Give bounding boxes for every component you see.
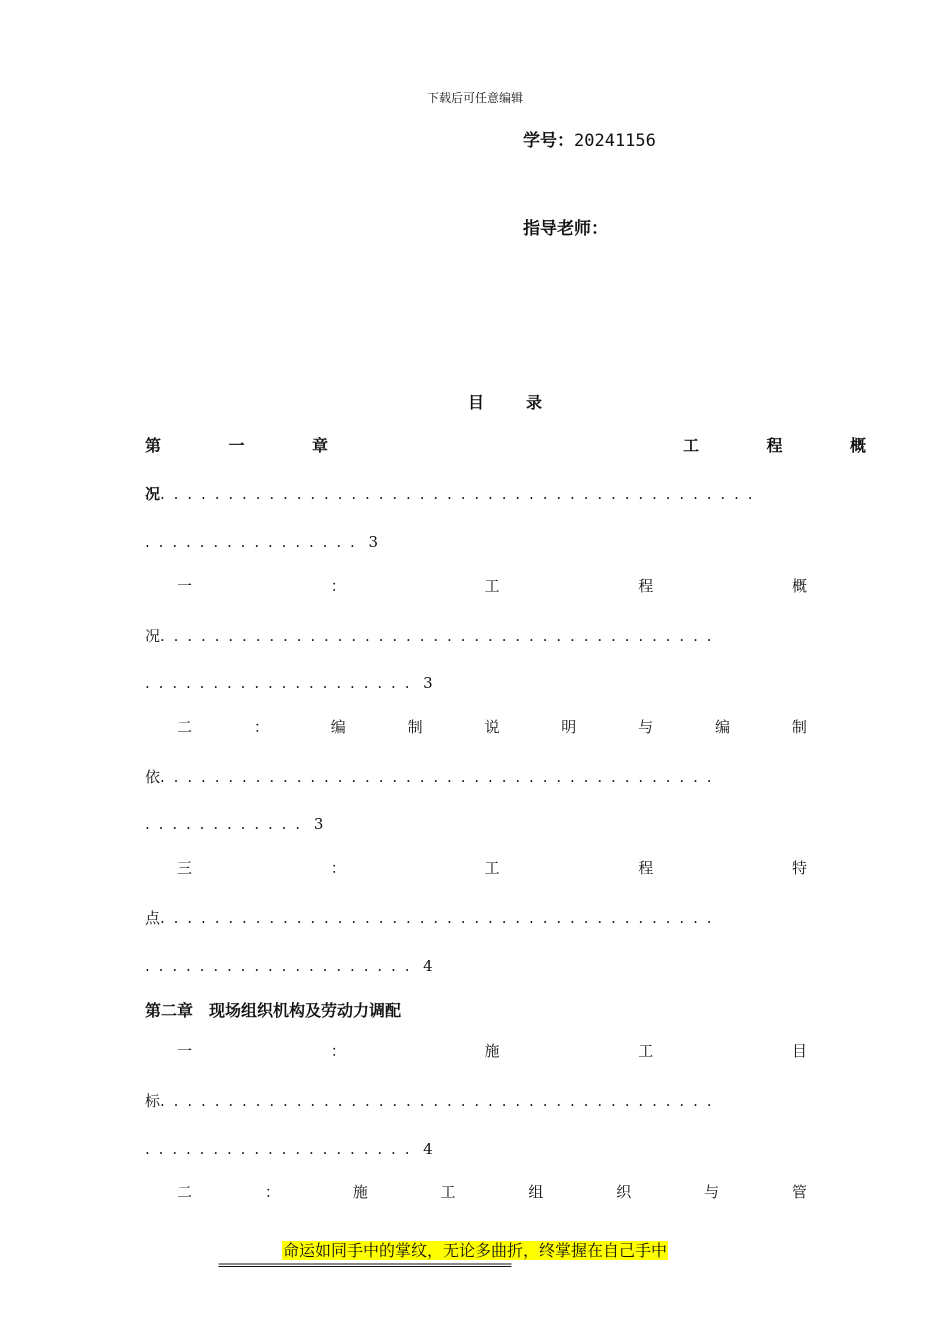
toc-page-number: 4 — [423, 1140, 433, 1158]
toc-section-1-1-leader — [145, 625, 720, 646]
dot-leader: .................... — [145, 957, 419, 975]
toc-char: 施 — [352, 1183, 368, 1201]
toc-char: 编 — [715, 718, 731, 736]
toc-char: 组 — [528, 1183, 544, 1201]
toc-chapter-1-heading — [145, 433, 866, 456]
footer-quote-text: 命运如同手中的掌纹，无论多曲折，终掌握在自己手中 — [282, 1241, 667, 1260]
toc-page-number: 4 — [423, 957, 433, 975]
toc-char: 管 — [791, 1183, 807, 1201]
toc-section-2-1-leader-2 — [145, 1140, 433, 1158]
dot-leader: ......................................... — [160, 768, 721, 786]
toc-char: 况 — [145, 627, 161, 645]
dot-leader: .................... — [145, 1140, 419, 1158]
toc-char: 工 — [484, 859, 500, 877]
toc-char: 二 — [177, 1183, 193, 1201]
toc-section-1-1-leader-2 — [145, 674, 433, 692]
toc-section-1-3-leader-2 — [145, 957, 433, 975]
toc-char: 第 — [145, 436, 162, 455]
dot-leader: .................... — [145, 674, 419, 692]
toc-char: 说 — [484, 718, 500, 736]
toc-page-number: 3 — [368, 533, 379, 551]
student-id-label: 学号： — [523, 131, 574, 151]
toc-char: 制 — [407, 718, 423, 736]
toc-char: 编 — [330, 718, 346, 736]
toc-char: ： — [253, 718, 269, 736]
toc-section-1-3-leader — [145, 907, 720, 928]
toc-char: 况 — [145, 485, 161, 503]
toc-page-number: 3 — [313, 815, 324, 833]
toc-char: 概 — [791, 577, 807, 595]
toc-char: 章 — [312, 436, 329, 455]
toc-title-char-1: 目 — [468, 393, 485, 412]
toc-char: 依 — [145, 768, 161, 786]
toc-char: ： — [264, 1183, 280, 1201]
student-id-value: 20241156 — [574, 131, 656, 151]
toc-section-1-1 — [177, 575, 807, 596]
toc-char: 与 — [704, 1183, 720, 1201]
toc-char: 一 — [177, 1042, 193, 1060]
toc-chapter-1-leader-2 — [145, 533, 378, 551]
dot-leader: ......................................... — [160, 1092, 721, 1110]
dot-leader: ......................................... — [160, 909, 721, 927]
toc-char: 程 — [638, 859, 654, 877]
dot-leader: ............................................ — [160, 485, 762, 503]
advisor-label: 指导老师： — [523, 219, 608, 239]
toc-char: 标 — [145, 1092, 161, 1110]
toc-char: 一 — [228, 436, 245, 455]
toc-section-2-2 — [177, 1181, 807, 1202]
dot-leader: ............ — [145, 815, 310, 833]
toc-char: 制 — [791, 718, 807, 736]
toc-char: 概 — [849, 436, 866, 455]
toc-chapter-2-heading: 第二章 现场组织机构及劳动力调配 — [145, 1001, 402, 1020]
dot-leader: ......................................... — [160, 627, 721, 645]
toc-char: 程 — [766, 436, 783, 455]
toc-char: 三 — [177, 859, 193, 877]
toc-char: 特 — [791, 859, 807, 877]
student-id-line — [523, 126, 656, 151]
toc-char: 工 — [638, 1042, 654, 1060]
toc-title — [468, 390, 542, 413]
toc-page-number: 3 — [423, 674, 433, 692]
toc-char: 一 — [177, 577, 193, 595]
toc-char: 点 — [145, 909, 161, 927]
toc-char: 工 — [440, 1183, 456, 1201]
toc-char: ： — [330, 859, 346, 877]
toc-char: 与 — [638, 718, 654, 736]
toc-char: 织 — [616, 1183, 632, 1201]
toc-section-1-2-leader-2 — [145, 815, 323, 833]
toc-char: 工 — [484, 577, 500, 595]
toc-section-1-3 — [177, 857, 807, 878]
toc-section-1-2 — [177, 716, 807, 737]
dot-leader: ................ — [145, 533, 364, 551]
advisor-line — [523, 214, 608, 239]
toc-char: 二 — [177, 718, 193, 736]
toc-section-1-2-leader — [145, 766, 720, 787]
toc-title-char-2: 录 — [526, 393, 543, 412]
toc-char: 明 — [561, 718, 577, 736]
toc-char: 工 — [682, 436, 699, 455]
toc-char: 目 — [791, 1042, 807, 1060]
footer-rule: =============================================================== — [218, 1258, 510, 1272]
toc-section-2-1-leader — [145, 1090, 720, 1111]
toc-char: ： — [330, 577, 346, 595]
toc-char: 施 — [484, 1042, 500, 1060]
toc-char: ： — [330, 1042, 346, 1060]
toc-char: 程 — [638, 577, 654, 595]
toc-section-2-1 — [177, 1040, 807, 1061]
toc-chapter-1-leader — [145, 483, 761, 504]
header-note: 下载后可任意编辑 — [426, 91, 523, 105]
